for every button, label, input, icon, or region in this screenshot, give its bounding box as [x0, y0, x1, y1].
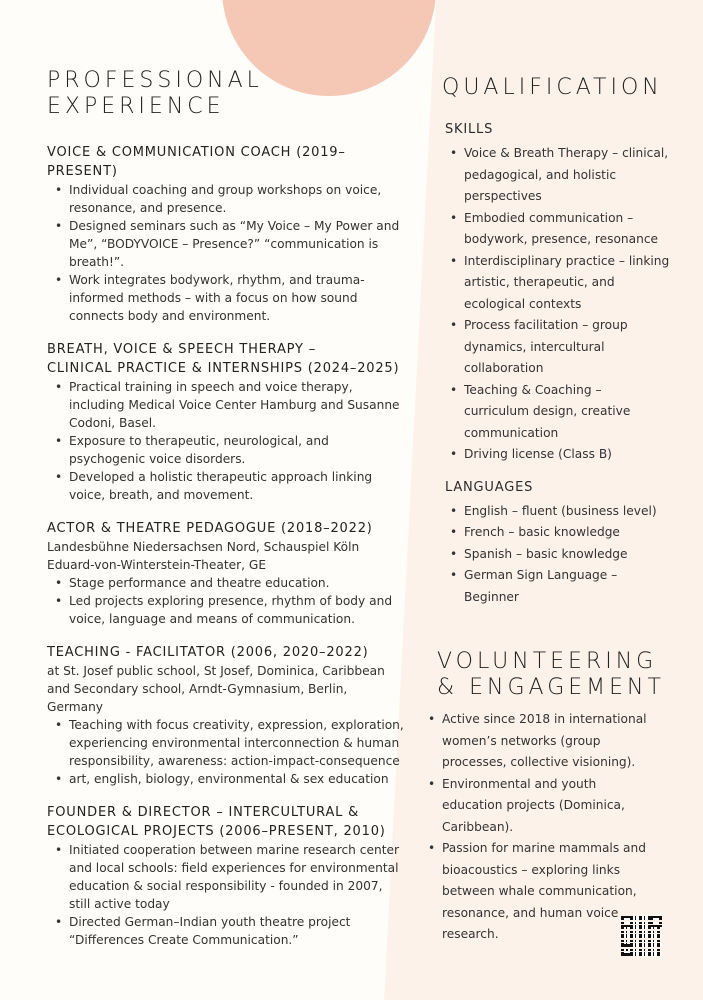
skill-item: • Interdisciplinary practice – linking artistic, therapeutic, and ecological contexts [445, 251, 670, 316]
entry-title: ECOLOGICAL PROJECTS (2006–PRESENT, 2010) [47, 824, 386, 839]
qr-finder [621, 944, 633, 956]
volunteer-item: • Passion for marine mammals and bioacoustics – exploring links between whale communication, resonance, and human voice research. [423, 838, 648, 946]
experience-entry [47, 340, 407, 504]
skills-section [445, 122, 670, 608]
skills-list [445, 143, 670, 466]
bullet-item: • Led projects exploring presence, rhythm of body and voice, language and means of communication. [47, 592, 407, 628]
language-item: • Spanish – basic knowledge [445, 544, 670, 566]
bullet-item: • Directed German–Indian youth theatre project “Differences Create Communication.” [47, 913, 407, 949]
volunteer-section [423, 709, 648, 946]
entry-bullets [47, 841, 407, 949]
heading-line: & ENGAGEMENT [437, 675, 665, 700]
skill-item: • Embodied communication – bodywork, presence, resonance [445, 208, 670, 251]
heading-line: PROFESSIONAL [47, 68, 263, 93]
entry-bullets [47, 716, 407, 788]
bullet-item: • Work integrates bodywork, rhythm, and trauma-informed methods – with a focus on how sound connects body and environment. [47, 271, 407, 325]
language-item: • English – fluent (business level) [445, 501, 670, 523]
languages-list [445, 501, 670, 609]
entry-title: VOICE & COMMUNICATION COACH (2019–PRESENT) [47, 145, 346, 179]
entry-organization: at St. Josef public school, St Josef, Dominica, Caribbean and Secondary school, Arndt-Gymnasium, Berlin, Germany [47, 664, 385, 714]
bullet-item: • Individual coaching and group workshops on voice, resonance, and presence. [47, 181, 407, 217]
qr-finder [621, 915, 633, 927]
entry-title: FOUNDER & DIRECTOR – INTERCULTURAL & [47, 805, 360, 820]
experience-entry [47, 803, 407, 949]
skill-item: • Process facilitation – group dynamics, intercultural collaboration [445, 315, 670, 380]
experience-entry [47, 143, 407, 325]
volunteering-heading [437, 649, 665, 701]
entry-bullets [47, 181, 407, 325]
bullet-item: • Developed a holistic therapeutic approach linking voice, breath, and movement. [47, 468, 407, 504]
experience-heading [47, 68, 263, 120]
volunteer-item: • Active since 2018 in international women’s networks (group processes, collective visioning). [423, 709, 648, 774]
qr-finder [650, 915, 662, 927]
experience-entry [47, 519, 407, 628]
bullet-item: • Practical training in speech and voice therapy, including Medical Voice Center Hamburg and Susanne Codoni, Basel. [47, 378, 407, 432]
entry-title: BREATH, VOICE & SPEECH THERAPY – [47, 342, 317, 357]
skill-item: • Teaching & Coaching – curriculum design, creative communication [445, 380, 670, 445]
volunteer-list [423, 709, 648, 946]
entry-organization: Eduard-von-Winterstein-Theater, GE [47, 558, 267, 572]
experience-entry [47, 643, 407, 788]
bullet-item: • Designed seminars such as “My Voice – My Power and Me”, “BODYVOICE – Presence?” “communication is breath!”. [47, 217, 407, 271]
qr-code [621, 915, 662, 956]
qualification-heading: QUALIFICATION [442, 75, 663, 100]
heading-line: VOLUNTEERING [437, 649, 658, 674]
bullet-item: • art, english, biology, environmental & sex education [47, 770, 407, 788]
volunteer-item: • Environmental and youth education projects (Dominica, Caribbean). [423, 774, 648, 839]
skills-title: SKILLS [445, 122, 494, 137]
entry-title: TEACHING - FACILITATOR (2006, 2020–2022) [47, 645, 369, 660]
entry-title: CLINICAL PRACTICE & INTERNSHIPS (2024–2025) [47, 361, 400, 376]
entry-organization: Landesbühne Niedersachsen Nord, Schauspiel Köln [47, 540, 360, 554]
heading-line: EXPERIENCE [47, 94, 225, 119]
skill-item: • Driving license (Class B) [445, 444, 670, 466]
entry-title: ACTOR & THEATRE PEDAGOGUE (2018–2022) [47, 521, 373, 536]
experience-list [47, 143, 407, 964]
languages-title: LANGUAGES [445, 479, 534, 495]
entry-bullets [47, 378, 407, 504]
bullet-item: • Teaching with focus creativity, expression, exploration, experiencing environmental interconnection & human responsibility, awareness: action-impact-consequence [47, 716, 407, 770]
bullet-item: • Stage performance and theatre education. [47, 574, 407, 592]
skill-item: • Voice & Breath Therapy – clinical, pedagogical, and holistic perspectives [445, 143, 670, 208]
language-item: • French – basic knowledge [445, 522, 670, 544]
bullet-item: • Initiated cooperation between marine research center and local schools: field experiences for environmental education & social responsibility - founded in 2007, still active today [47, 841, 407, 913]
language-item: • German Sign Language – Beginner [445, 565, 670, 608]
bullet-item: • Exposure to therapeutic, neurological, and psychogenic voice disorders. [47, 432, 407, 468]
entry-bullets [47, 574, 407, 628]
